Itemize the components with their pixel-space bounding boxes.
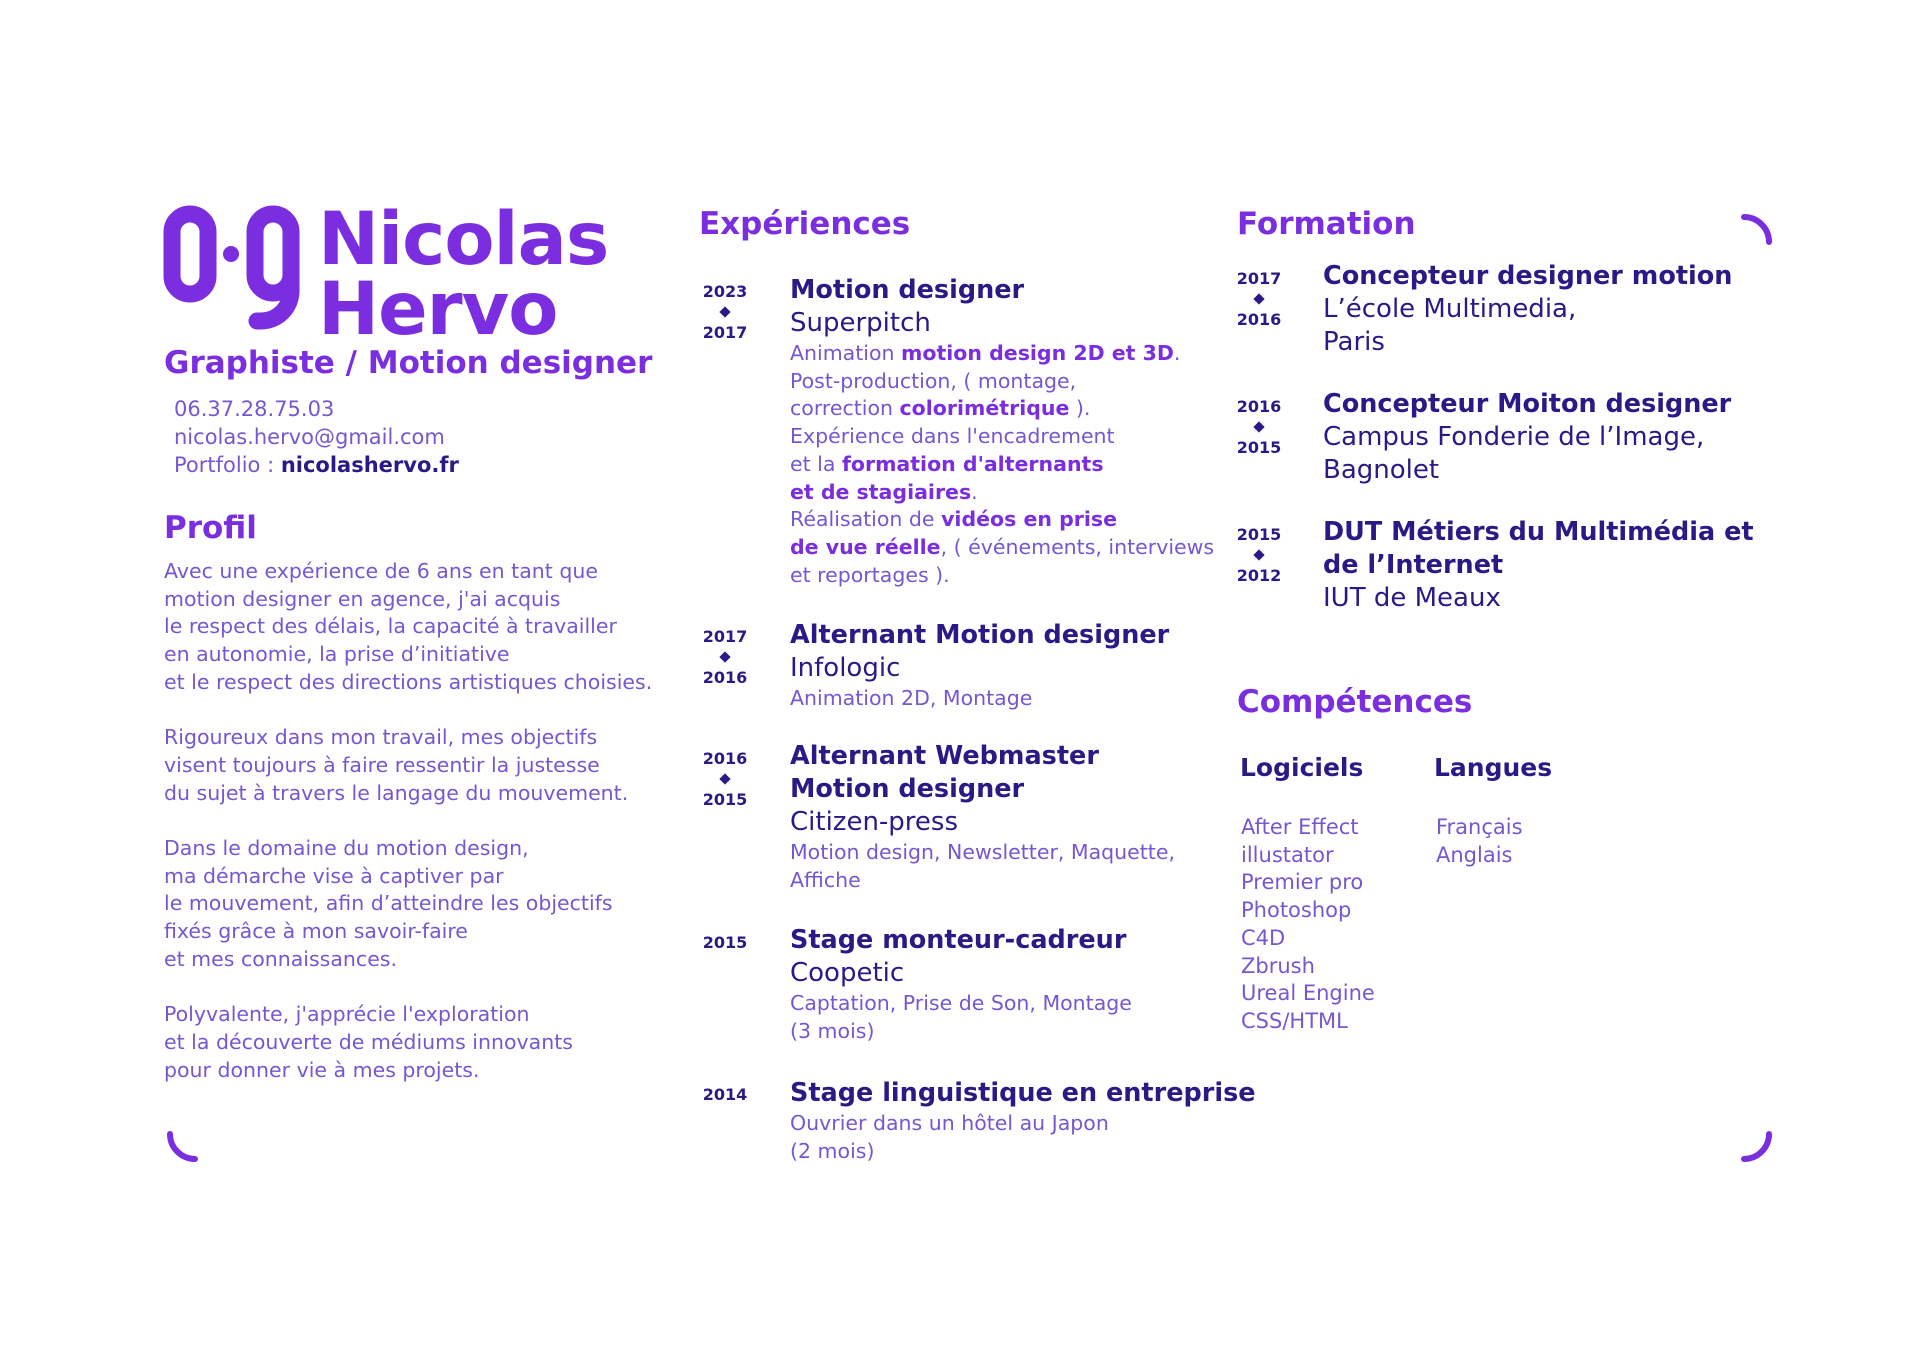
langues-list [1436,814,1523,869]
exp-1-desc-line: Réalisation de vidéos en prise [790,507,1118,532]
profil-line: Avec une expérience de 6 ans en tant que [164,559,598,583]
form-3-line-1: IUT de Meaux [1323,583,1501,613]
exp-4-start: 2015 [702,933,748,952]
profil-paragraph [164,558,652,697]
logo-mark [163,205,321,331]
langues-title: Langues [1434,753,1553,782]
exp-1-desc-line: et de stagiaires. [790,479,978,504]
exp-3-company: Citizen-press [790,807,959,837]
exp-1-start: 2023 [702,282,748,301]
form-3 [1323,516,1754,615]
formation-title: Formation [1237,206,1416,242]
exp-1-desc-line: Animation motion design 2D et 3D. [790,341,1181,365]
exp-3 [790,740,1175,894]
form-1-line-2: Paris [1323,327,1385,357]
form-2-end: 2015 [1236,438,1282,457]
exp-4-company: Coopetic [790,958,905,988]
exp-1-desc-line: et reportages ). [790,562,950,587]
first-name: Nicolas [318,197,609,282]
profil-line: et mes connaissances. [164,946,397,971]
logiciels-title: Logiciels [1240,753,1364,782]
profil-line: et le respect des directions artistiques choisies. [164,669,653,694]
date-separator-icon [1253,421,1264,432]
job-subtitle: Graphiste / Motion designer [164,345,653,381]
exp-1-desc-line: et la formation d'alternants [790,451,1104,476]
logiciel-item: C4D [1241,925,1286,950]
candidate-name [318,197,609,352]
exp-5-desc-line-1: Ouvrier dans un hôtel au Japon [790,1111,1109,1135]
profil-line: ma démarche vise à captiver par [164,863,504,888]
form-3-dates [1228,526,1290,585]
profil-line: et la découverte de médiums innovants [164,1029,573,1054]
profil-text [164,558,652,1112]
profil-paragraph [164,724,652,807]
logiciel-item: illustator [1241,842,1334,867]
form-1-title: Concepteur designer motion [1323,261,1733,291]
langue-item: Français [1436,815,1523,839]
logiciel-item: Zbrush [1241,953,1315,978]
form-1-end: 2016 [1236,310,1282,329]
profil-paragraph [164,1001,652,1084]
date-separator-icon [1253,549,1264,560]
form-2-start: 2016 [1236,397,1282,416]
logiciel-item: After Effect [1241,815,1359,839]
exp-2-dates [694,628,756,687]
exp-3-end: 2015 [702,790,748,809]
form-2-dates [1228,398,1290,457]
exp-5-title: Stage linguistique en entreprise [790,1078,1256,1108]
exp-1-end: 2017 [702,323,748,342]
date-separator-icon [719,306,730,317]
exp-3-title-line-2: Motion designer [790,774,1025,804]
profil-line: fixés grâce à mon savoir-faire [164,919,468,944]
exp-1-desc-line: Expérience dans l'encadrement [790,424,1115,449]
exp-3-title-line-1: Alternant Webmaster [790,741,1099,771]
profil-line: en autonomie, la prise d’initiative [164,642,510,667]
contact-block [174,395,459,479]
form-2-line-2: Bagnolet [1323,455,1440,485]
portfolio-label: Portfolio : [174,453,281,477]
exp-2-desc: Animation 2D, Montage [790,686,1033,710]
portfolio-link[interactable]: nicolashervo.fr [280,453,459,477]
form-1-line-1: L’école Multimedia, [1323,294,1577,324]
exp-5-desc-line-2: (2 mois) [790,1138,875,1163]
competences-title: Compétences [1237,684,1473,720]
exp-2-company: Infologic [790,653,901,683]
profil-paragraph [164,835,652,974]
corner-bottom-right-icon [1740,1130,1774,1164]
exp-3-desc-line-1: Motion design, Newsletter, Maquette, [790,840,1175,864]
langue-item: Anglais [1436,842,1513,867]
date-separator-icon [1253,293,1264,304]
date-separator-icon [719,651,730,662]
profil-line: le mouvement, afin d’atteindre les objectifs [164,891,613,916]
exp-1-company: Superpitch [790,308,931,338]
exp-3-desc-line-2: Affiche [790,867,861,892]
profil-line: Dans le domaine du motion design, [164,836,529,860]
exp-1-desc-line: correction colorimétrique ). [790,396,1091,421]
logiciel-item: Premier pro [1241,870,1364,895]
profil-line: Rigoureux dans mon travail, mes objectifs [164,725,598,750]
exp-4 [790,924,1132,1045]
corner-top-right-icon [1740,212,1774,246]
logiciel-item: CSS/HTML [1241,1008,1348,1033]
exp-2-end: 2016 [702,668,748,687]
form-3-end: 2012 [1236,566,1282,585]
profil-line: motion designer en agence, j'ai acquis [164,586,561,611]
exp-5-start: 2014 [702,1085,748,1104]
exp-2-start: 2017 [702,627,748,646]
logiciel-item: Ureal Engine [1241,981,1375,1006]
exp-5-dates [694,1086,756,1104]
exp-5 [790,1077,1256,1165]
exp-4-title: Stage monteur-cadreur [790,925,1127,955]
date-separator-icon [719,773,730,784]
form-3-title-line-1: DUT Métiers du Multimédia et [1323,517,1754,547]
form-2-title: Concepteur Moiton designer [1323,389,1732,419]
form-1 [1323,260,1732,359]
phone: 06.37.28.75.03 [174,397,335,421]
exp-4-desc-line-1: Captation, Prise de Son, Montage [790,991,1132,1015]
exp-1-desc-line: de vue réelle, ( événements, interviews [790,534,1215,559]
form-3-start: 2015 [1236,525,1282,544]
profil-line: visent toujours à faire ressentir la justesse [164,752,600,777]
exp-2 [790,619,1169,713]
portfolio [174,451,459,479]
exp-1-desc [790,340,1214,589]
form-2-line-1: Campus Fonderie de l’Image, [1323,422,1705,452]
profil-line: pour donner vie à mes projets. [164,1057,480,1082]
email[interactable]: nicolas.hervo@gmail.com [174,425,445,449]
exp-2-title: Alternant Motion designer [790,620,1170,650]
form-3-title-line-2: de l’Internet [1323,550,1504,580]
last-name: Hervo [318,267,558,352]
exp-1-title: Motion designer [790,275,1025,305]
form-1-start: 2017 [1236,269,1282,288]
exp-1-dates [694,283,756,342]
form-1-dates [1228,270,1290,329]
profil-title: Profil [164,510,257,546]
profil-line: Polyvalente, j'apprécie l'exploration [164,1002,530,1027]
exp-1 [790,274,1214,589]
logiciel-item: Photoshop [1241,898,1352,923]
exp-3-start: 2016 [702,749,748,768]
exp-4-dates [694,934,756,952]
profil-line: le respect des délais, la capacité à travailler [164,614,617,639]
logiciels-list [1241,814,1375,1036]
exp-3-dates [694,750,756,809]
exp-4-desc-line-2: (3 mois) [790,1018,875,1043]
exp-1-desc-line: Post-production, ( montage, [790,368,1077,393]
form-2 [1323,388,1731,487]
profil-line: du sujet à travers le langage du mouvement. [164,780,629,805]
experiences-title: Expériences [699,206,911,242]
corner-bottom-left-icon [165,1130,199,1164]
